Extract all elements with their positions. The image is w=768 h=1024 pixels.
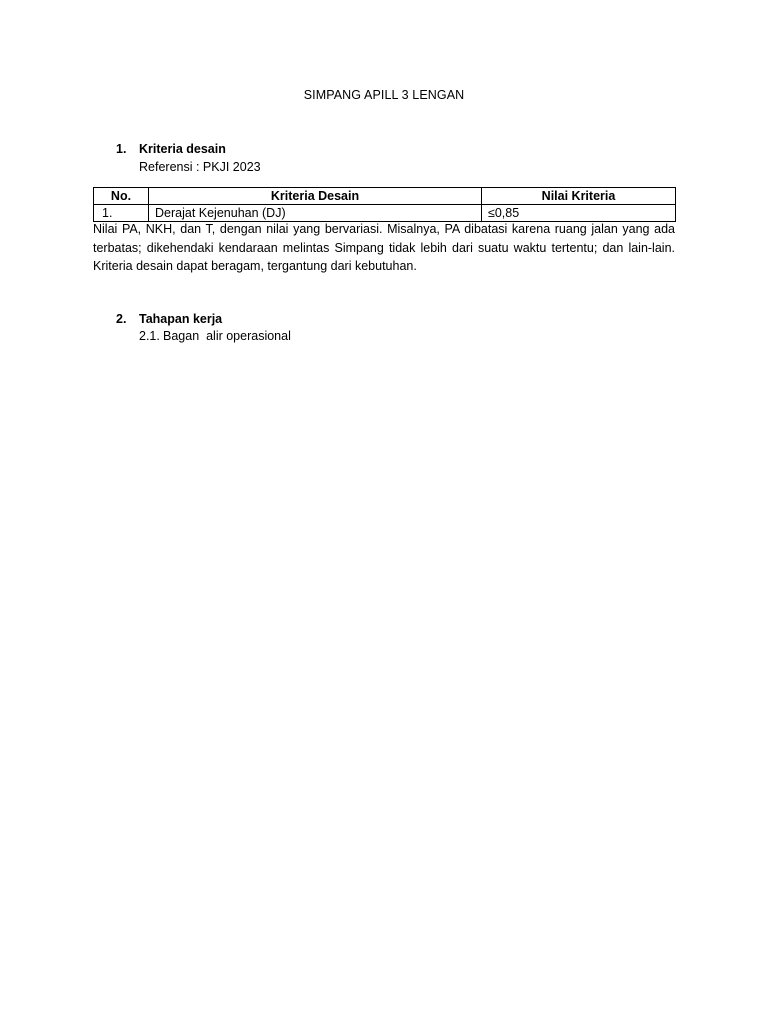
table-header-row	[94, 188, 676, 205]
cell-nilai: ≤0,85	[482, 205, 676, 222]
section-1-heading	[116, 142, 226, 156]
header-no: No.	[94, 188, 149, 205]
subitem-2-1-number: 2.1.	[139, 329, 160, 343]
table-row	[94, 205, 676, 222]
subitem-2-1-label: Bagan alir operasional	[163, 329, 291, 343]
header-kriteria-desain: Kriteria Desain	[149, 188, 482, 205]
header-nilai-kriteria: Nilai Kriteria	[482, 188, 676, 205]
reference-line: Referensi : PKJI 2023	[139, 160, 261, 174]
section-1-number: 1.	[116, 142, 127, 156]
cell-no: 1.	[94, 205, 149, 222]
section-2-title: Tahapan kerja	[139, 312, 223, 326]
section-2-number: 2.	[116, 312, 127, 326]
criteria-table	[93, 187, 676, 222]
section-2-heading	[116, 312, 222, 326]
document-title: SIMPANG APILL 3 LENGAN	[303, 88, 465, 102]
subitem-2-1	[139, 329, 291, 343]
criteria-paragraph: Nilai PA, NKH, dan T, dengan nilai yang bervariasi. Misalnya, PA dibatasi karena ruang jalan yang ada terbatas; dikehendaki kendaraan melintas Simpang tidak lebih dari suatu waktu tertentu; dan lain-lain. Kriteria desain dapat beragam, tergantung dari kebutuhan.	[93, 222, 675, 273]
cell-kriteria: Derajat Kejenuhan (DJ)	[149, 205, 482, 222]
section-1-title: Kriteria desain	[139, 142, 226, 156]
